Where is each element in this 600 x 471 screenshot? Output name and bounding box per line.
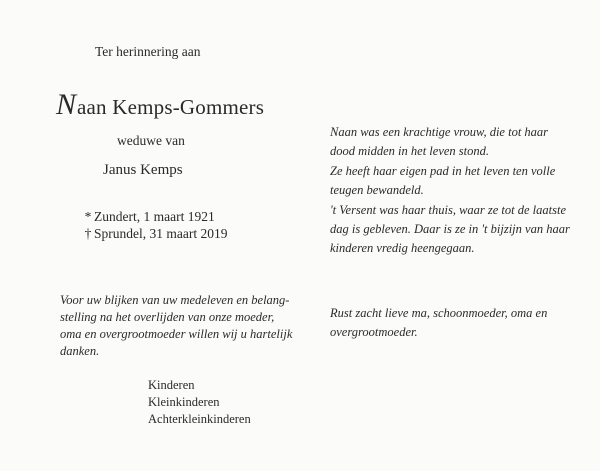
poem-line: dood midden in het leven stond. (330, 144, 489, 159)
signers-list (148, 377, 251, 428)
birth-text: Zundert, 1 maart 1921 (94, 209, 215, 224)
intro-text: Ter herinnering aan (95, 44, 201, 59)
name-initial: N (56, 88, 76, 121)
death-symbol: † (84, 226, 92, 241)
poem-line: kinderen vredig heengegaan. (330, 241, 475, 256)
birth-symbol: * (84, 209, 92, 224)
thanks-line: danken. (60, 344, 100, 358)
dates-block (84, 208, 227, 242)
death-text: Sprundel, 31 maart 2019 (94, 226, 228, 241)
closing-paragraph (330, 304, 590, 342)
name-rest: aan Kemps-Gommers (77, 95, 265, 119)
death-line (84, 225, 227, 242)
poem-line: Naan was een krachtige vrouw, die tot haar (330, 125, 549, 139)
thanks-line: Voor uw blijken van uw medeleven en belang- (60, 293, 290, 307)
closing-line: overgrootmoeder. (330, 325, 418, 339)
signer-great-grandchildren: Achterkleinkinderen (148, 412, 251, 426)
birth-line (84, 208, 227, 225)
poem-line: Ze heeft haar eigen pad in het leven ten volle (330, 163, 556, 178)
spouse-name: Janus Kemps (103, 162, 183, 178)
poem-line: dag is gebleven. Daar is ze in 't bijzijn van haar (330, 222, 570, 237)
thanks-paragraph (60, 292, 320, 360)
thanks-line: oma en overgrootmoeder willen wij u hartelijk (60, 327, 293, 341)
signer-grandchildren: Kleinkinderen (148, 395, 220, 409)
signer-children: Kinderen (148, 378, 195, 392)
poem-line: teugen bewandeld. (330, 183, 424, 198)
widow-of-text: weduwe van (117, 133, 185, 148)
closing-line: Rust zacht lieve ma, schoonmoeder, oma en (330, 306, 548, 320)
thanks-line: stelling na het overlijden van onze moeder, (60, 310, 275, 324)
poem-paragraph (330, 123, 595, 259)
deceased-name (56, 88, 264, 122)
poem-line: 't Versent was haar thuis, waar ze tot de laatste (330, 202, 567, 217)
